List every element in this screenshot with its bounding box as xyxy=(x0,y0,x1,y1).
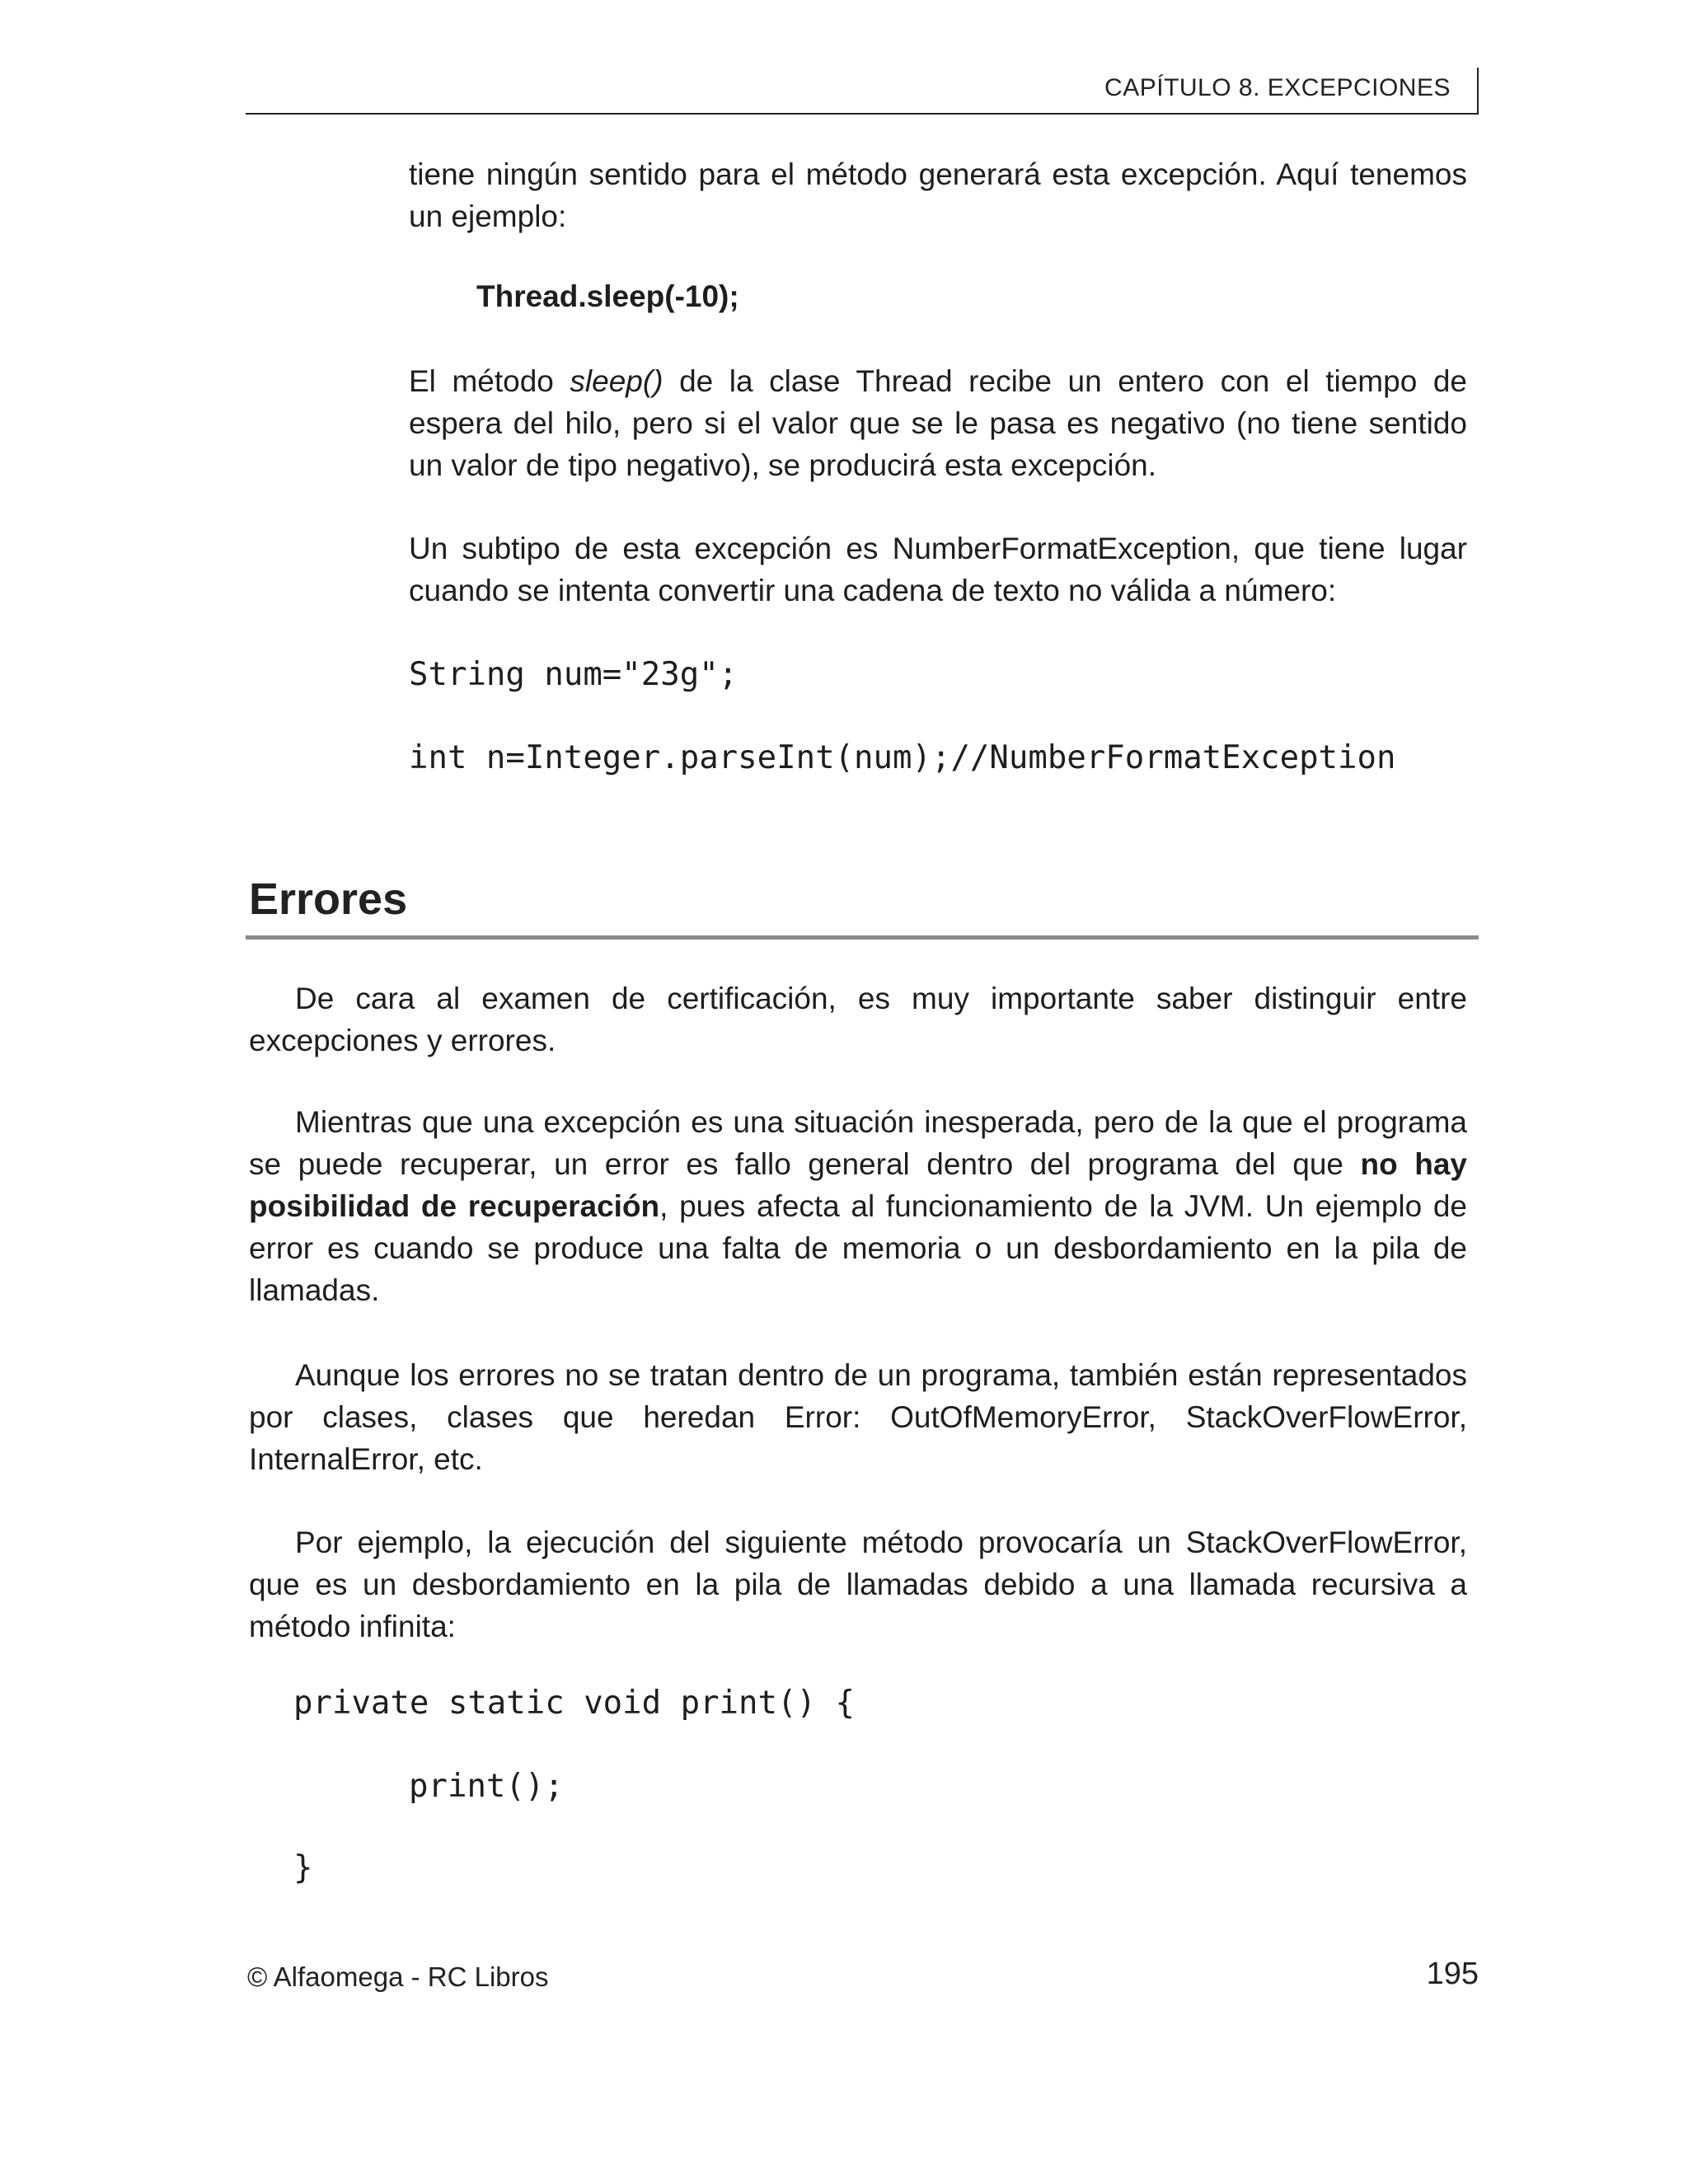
errors-p2-text-b: , pues afecta al funcionamiento de la JVM. Un ejemplo de error es cuando se produce una falta de memoria o un desbordamiento en la pila de llamadas. xyxy=(249,1189,1467,1307)
errors-paragraph-3: Aunque los errores no se tratan dentro de un programa, también están representados por clases, clases que heredan Error: OutOfMemoryError, StackOverFlowError, InternalError, etc. xyxy=(249,1358,1467,1476)
p2-italic-method: sleep() xyxy=(570,364,663,398)
intro-paragraph-2 xyxy=(409,360,1467,486)
running-header xyxy=(246,68,1479,115)
intro-paragraph-3: Un subtipo de esta excepción es NumberFormatException, que tiene lugar cuando se intenta convertir una cadena de texto no válida a número: xyxy=(409,532,1467,607)
code-parse-int: int n=Integer.parseInt(num);//NumberFormatException xyxy=(409,739,1396,776)
code-print-call: print(); xyxy=(409,1768,564,1805)
errors-p2-text-a: Mientras que una excepción es una situación inesperada, pero de la que el programa se puede recuperar, un error es fallo general dentro del programa del que xyxy=(249,1105,1467,1181)
code-thread-sleep: Thread.sleep(-10); xyxy=(476,279,739,313)
code-closing-brace: } xyxy=(293,1849,313,1886)
footer-publisher: © Alfaomega - RC Libros xyxy=(247,1961,549,1992)
section-title: Errores xyxy=(249,874,408,924)
errors-paragraph-4: Por ejemplo, la ejecución del siguiente método provocaría un StackOverFlowError, que es un desbordamiento en la pila de llamadas debido a una llamada recursiva a método infinita: xyxy=(249,1526,1467,1643)
page-number: 195 xyxy=(1426,1957,1479,1991)
errors-paragraph-1: De cara al examen de certificación, es muy importante saber distinguir entre excepciones y errores. xyxy=(249,982,1467,1057)
p2-text-a: El método xyxy=(409,364,570,398)
section-rule xyxy=(246,935,1479,940)
chapter-title: CAPÍTULO 8. EXCEPCIONES xyxy=(1104,74,1451,101)
intro-paragraph-1: tiene ningún sentido para el método generará esta excepción. Aquí tenemos un ejemplo: xyxy=(409,157,1467,233)
code-print-signature: private static void print() { xyxy=(293,1685,855,1722)
p2-text-b: de la clase Thread recibe un entero con el tiempo de espera del hilo, pero si el valor que se le pasa es negativo (no tiene sentido un valor de tipo negativo), se producirá esta excepción. xyxy=(409,364,1467,482)
errors-paragraph-2 xyxy=(249,1101,1467,1311)
header-rule-tick xyxy=(1477,68,1479,113)
code-string-num: String num="23g"; xyxy=(409,656,738,693)
errors-p2-bold: no hay posibilidad de recuperación xyxy=(249,1147,1467,1223)
